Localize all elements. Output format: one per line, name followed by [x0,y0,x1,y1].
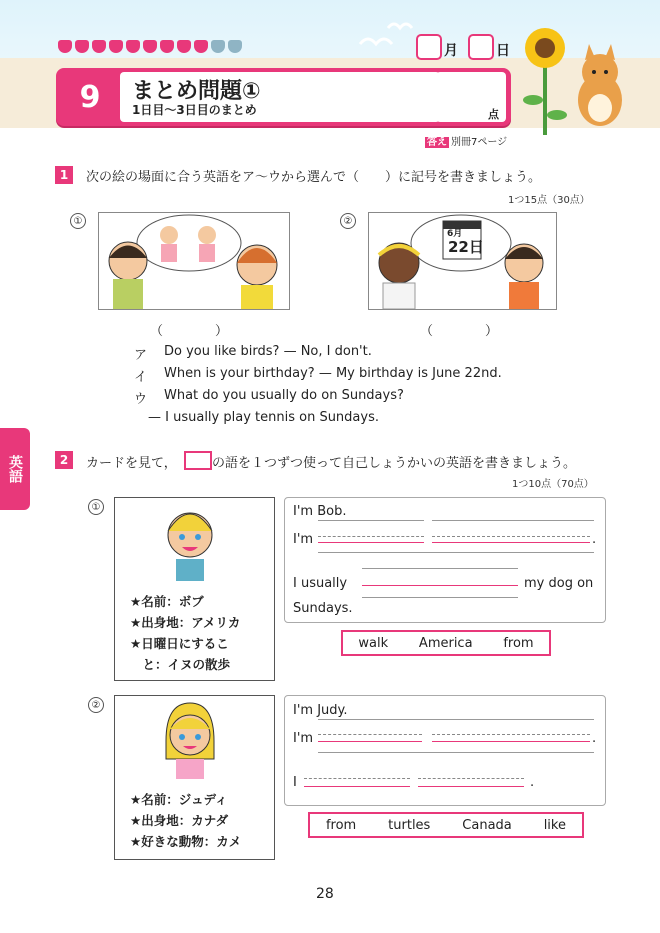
bob-line-3-end: my dog on [524,576,594,591]
judy-answer-line-1[interactable] [318,741,422,742]
option-i-text: When is your birthday? — My birthday is June 22nd. [164,366,502,381]
option-u-text: What do you usually do on Sundays? [164,388,404,403]
bob-sunday-cont: と：イヌの散歩 [130,657,231,672]
answer-page: 別冊7ページ [451,137,508,148]
bob-portrait-illustration [160,503,220,583]
question-1-number: 1 [55,166,73,184]
heart-icon [92,40,106,53]
bob-sunday: ★日曜日にするこ [130,636,229,651]
word-america: America [418,635,473,651]
guide-line [362,568,518,569]
judy-line-2-start: I'm [293,731,314,746]
answer-blank-1[interactable]: （ ） [150,324,229,339]
answer-tag: 答え [427,137,447,148]
heart-icon [211,40,225,53]
judy-answer-line-4[interactable] [418,786,524,787]
judy-line-3-start: I [293,775,297,790]
question-2-points: 1つ10点（70点） [512,479,594,490]
judy-origin: ★出身地：カナダ [130,813,229,828]
birthday-scene-illustration [369,213,556,309]
bob-line-1: I'm Bob. [293,504,347,519]
guide-line [318,752,594,753]
option-u-answer: — I usually play tennis on Sundays. [148,410,379,425]
day-input[interactable] [468,34,494,60]
progress-hearts [58,40,242,53]
question-2-number: 2 [55,451,73,469]
page-title: まとめ問題① [132,79,261,104]
judy-card-text [130,789,241,852]
guide-line [318,536,424,537]
judy-line-2-end: . [592,731,597,746]
guide-line [318,719,594,720]
picture-1-frame [98,212,290,310]
month-label: 月 [444,43,458,59]
heart-icon [58,40,72,53]
word-box-2 [308,812,584,838]
bob-line-2-start: I'm [293,532,314,547]
bob-line-3-start: I usually [293,576,348,591]
word-like: like [543,817,566,833]
month-input[interactable] [416,34,442,60]
score-label: 点 [488,108,499,121]
word-box-sample [184,451,212,470]
unit-number: 9 [79,79,101,115]
judy-portrait-illustration [160,701,220,781]
word-walk: walk [358,635,389,651]
picture-2-label: ② [340,213,356,229]
answer-reference [425,133,507,148]
option-u-mark: ウ [134,392,148,407]
page-subtitle: 1日目〜3日目のまとめ [132,103,257,117]
heart-icon [126,40,140,53]
page-number: 28 [316,886,334,902]
bob-line-4: Sundays. [293,601,353,616]
picture-2-frame [368,212,557,310]
bob-answer-line-3[interactable] [362,585,518,586]
guide-line [318,520,424,521]
picture-1-label: ① [70,213,86,229]
word-turtles: turtles [388,817,431,833]
subject-tab: 英語 [0,428,30,510]
heart-icon [143,40,157,53]
word-from: from [325,817,357,833]
judy-name: ★名前：ジュディ [130,792,228,807]
heart-icon [228,40,242,53]
guide-line [432,536,590,537]
judy-animal: ★好きな動物：カメ [130,834,242,849]
judy-line-1: I'm Judy. [293,703,348,718]
heart-icon [160,40,174,53]
judy-answer-line-3[interactable] [304,786,410,787]
question-1-instruction: 次の絵の場面に合う英語をア〜ウから選んで（ ）に記号を書きましょう。 [86,170,542,185]
day-label: 日 [496,43,510,59]
question-1-points: 1つ15点（30点） [508,195,590,206]
option-a-text: Do you like birds? — No, I don't. [164,344,372,359]
question-2-instruction-pre: カードを見て， [86,456,177,471]
heart-icon [194,40,208,53]
tennis-scene-illustration [99,213,289,309]
option-i-mark: イ [134,370,148,385]
word-canada: Canada [462,817,512,833]
calendar-month: 6月 [447,229,463,239]
answer-blank-2[interactable]: （ ） [420,324,499,339]
heart-icon [177,40,191,53]
guide-line [362,597,518,598]
sunflower-dog-illustration [515,20,635,135]
option-a-mark: ア [134,348,148,363]
question-2-instruction-post: の語を１つずつ使って自己しょうかいの英語を書きましょう。 [212,456,577,471]
heart-icon [109,40,123,53]
judy-answer-line-2[interactable] [432,741,590,742]
item-1-label: ① [88,499,104,515]
calendar-day: 22日 [448,238,484,256]
guide-line [418,778,524,779]
guide-line [432,734,590,735]
bob-origin: ★出身地：アメリカ [130,615,241,630]
bob-name: ★名前：ボブ [130,594,204,609]
guide-line [304,778,410,779]
guide-line [432,520,594,521]
bob-line-2-end: . [592,532,597,547]
word-from: from [503,635,534,651]
heart-icon [75,40,89,53]
word-box-1 [341,630,551,656]
judy-line-3-end: . [530,775,535,790]
item-2-label: ② [88,697,104,713]
bob-answer-line-2[interactable] [432,542,590,543]
guide-line [318,734,422,735]
guide-line [318,552,594,553]
bob-answer-line-1[interactable] [318,542,424,543]
bob-card-text [130,591,240,675]
